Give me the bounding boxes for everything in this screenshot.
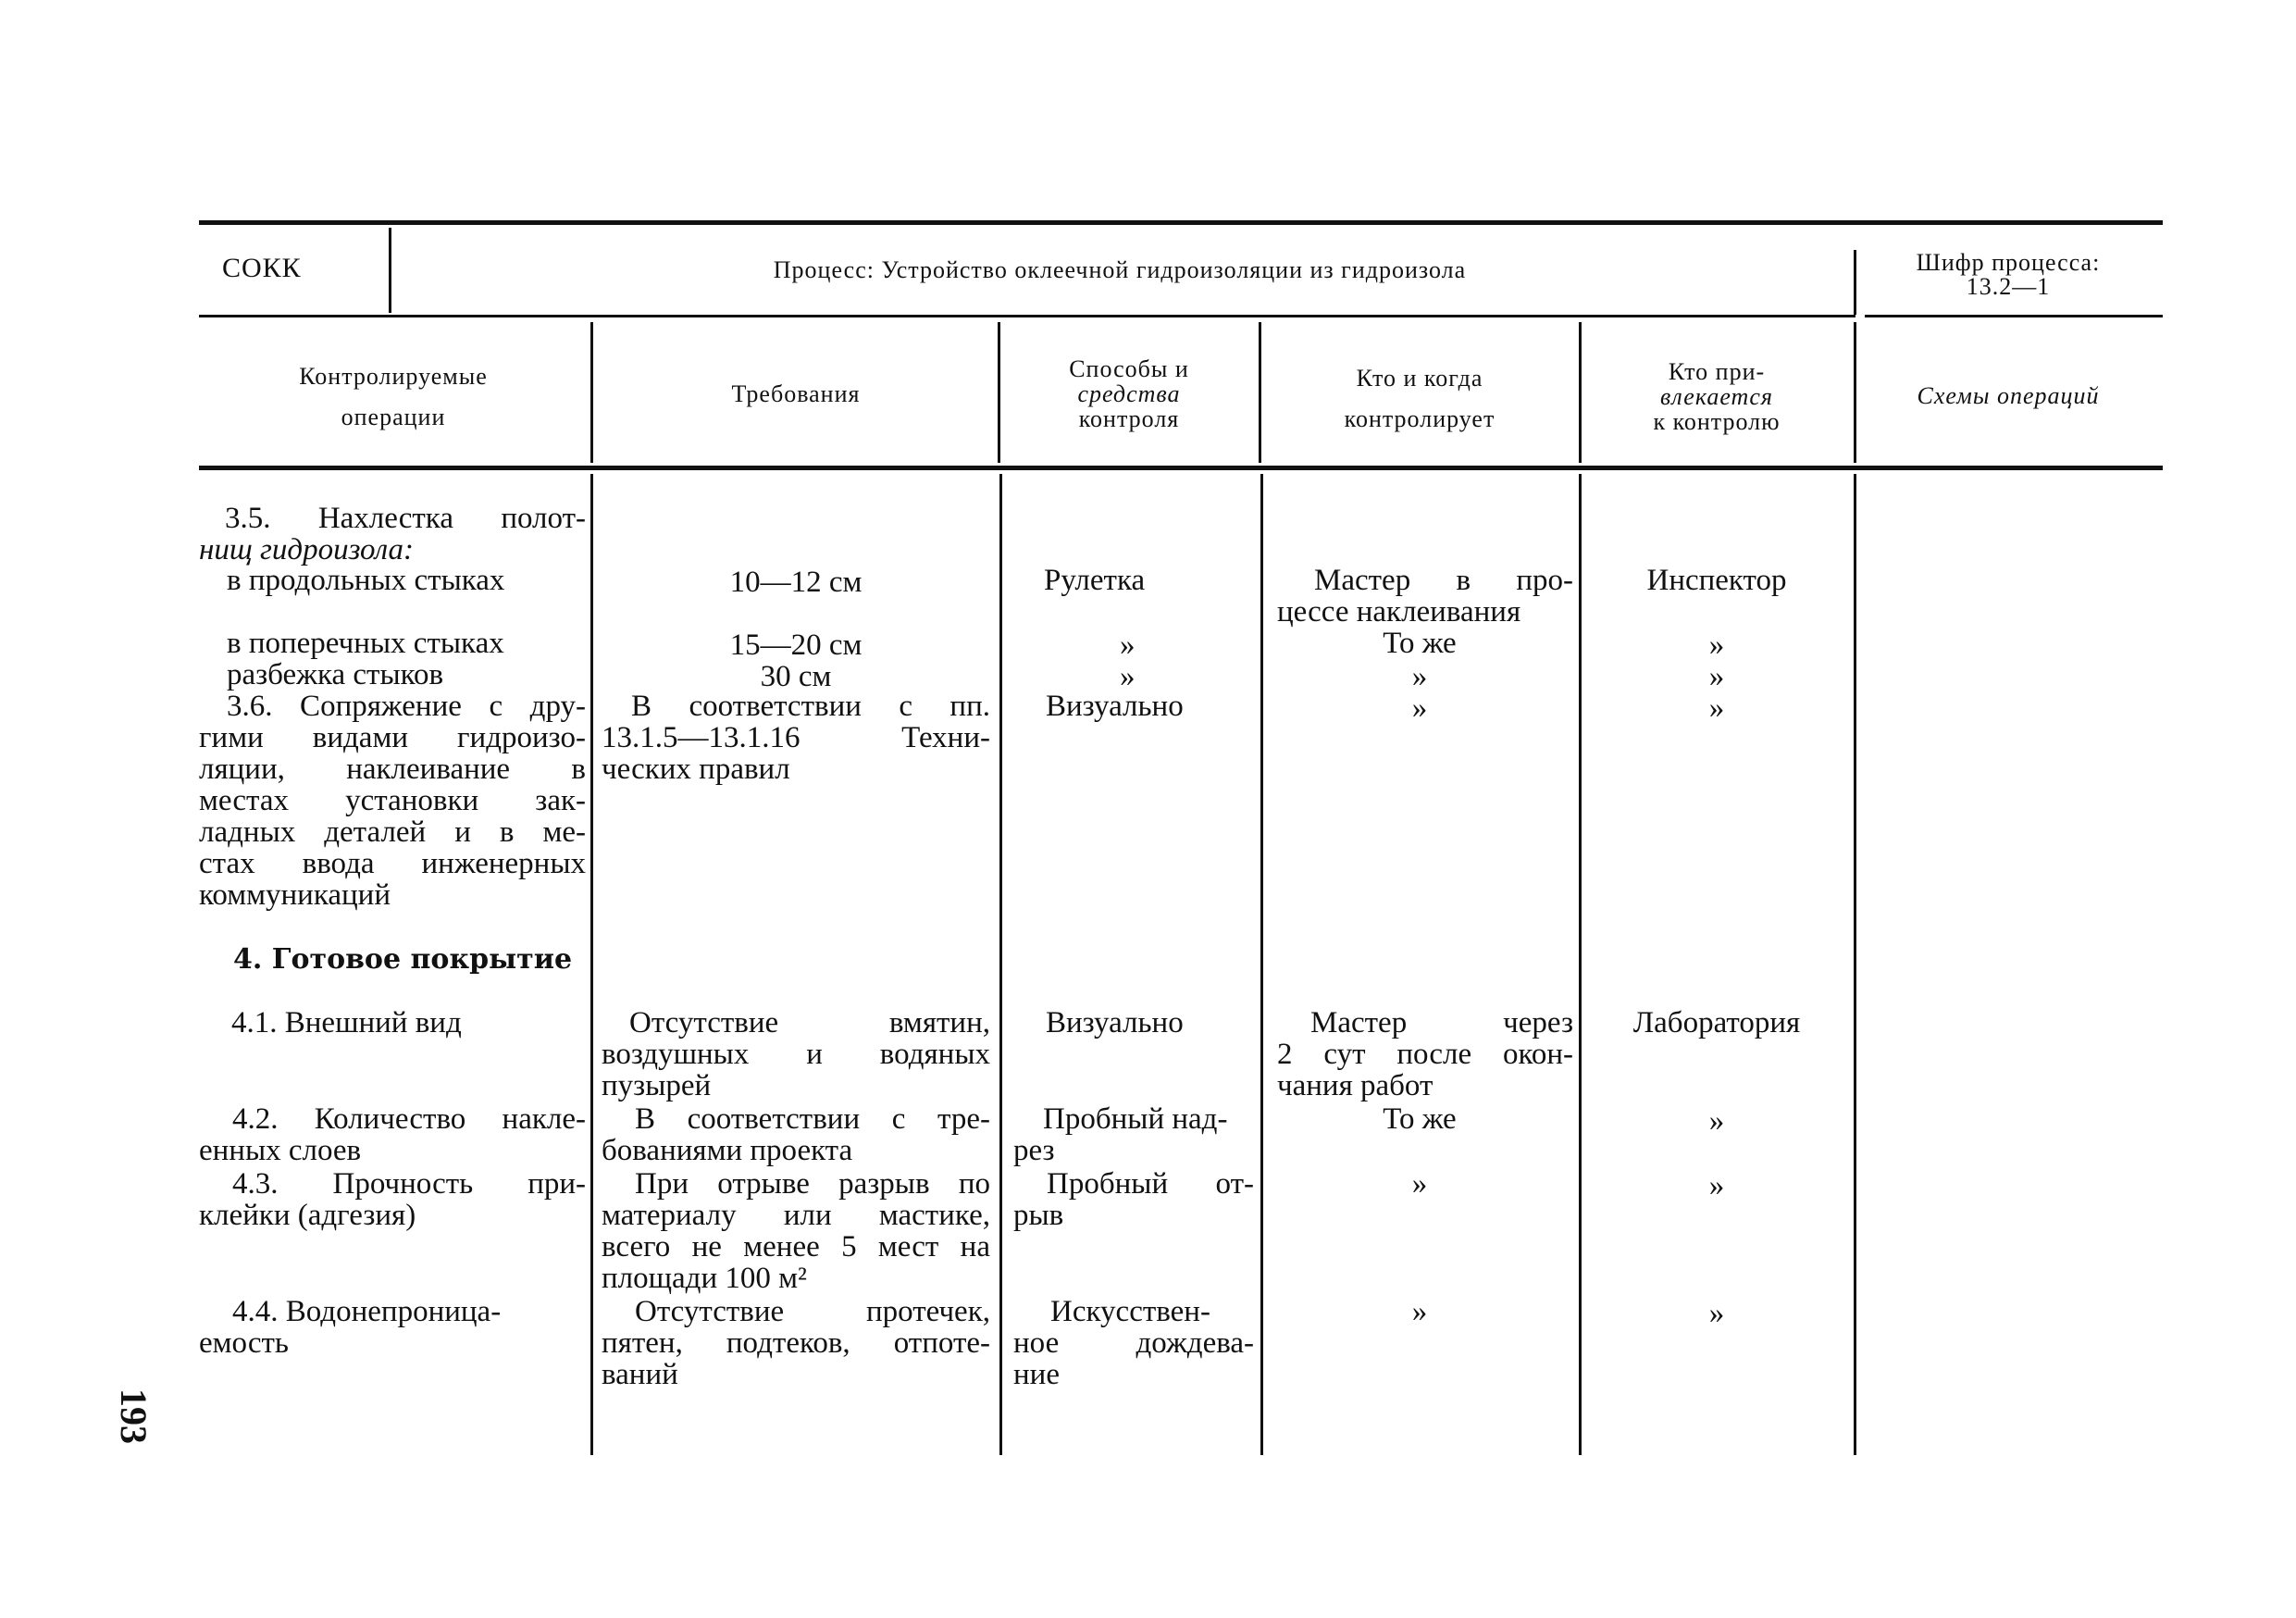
row-4-1-who: Мастер через 2 сут после окон- чания работ (1277, 1006, 1573, 1102)
cipher-value: 13.2—1 (1966, 273, 2051, 300)
process-title: Процесс: Устройство оклеечной гидроизоляции из гидроизола (773, 256, 1467, 283)
top-rule (199, 220, 2163, 225)
row-3-5b-method: » (1120, 629, 1136, 662)
col-header-requirements: Требования (731, 380, 861, 407)
body-divider-4 (1579, 474, 1582, 1455)
sokk-label: СОКК (222, 253, 302, 283)
row-3-5b-op: в поперечных стыках (227, 627, 504, 660)
row-4-4-req: Отсутствие протечек, пятен, подтеков, отпоте- ваний (602, 1295, 990, 1391)
row-3-6-req: В соответствии с пп. 13.1.5—13.1.16 Техни- ческих правил (602, 690, 990, 786)
row-4-1-involved: Лаборатория (1632, 1006, 1801, 1039)
body-divider-5 (1854, 474, 1856, 1455)
row-3-6-involved: » (1708, 691, 1725, 725)
row-3-6-op: 3.6. Сопряжение с дру- гими видами гидроизо- ляции, наклеивание в местах установки зак- ладных деталей и в ме- стах ввода инженерных коммуникаций (199, 690, 586, 912)
row-3-6-method: Визуально (1046, 690, 1184, 723)
cipher-divider (1854, 250, 1856, 315)
row-3-5a-who: Мастер в про- цессе наклеивания (1277, 564, 1573, 629)
header-rule-right (1865, 315, 2163, 317)
row-3-5-title: 3.5. Нахлестка полот- нищ гидроизола: (199, 502, 586, 566)
col-header-operations: Контролируемые операции (299, 363, 488, 430)
cipher-label: Шифр процесса: (1916, 249, 2101, 276)
row-4-4-who: » (1411, 1295, 1428, 1328)
row-4-3-method: Пробный от- рыв (1013, 1167, 1254, 1232)
col-header-methods: Способы и средства контроля (1069, 355, 1189, 432)
row-4-3-involved: » (1708, 1169, 1725, 1202)
col-divider-2 (998, 322, 1000, 463)
col-header-schemes: Схемы операций (1917, 382, 2100, 409)
section-4-title: 4. Готовое покрытие (233, 943, 573, 976)
sokk-divider (389, 228, 391, 313)
header-rule-left (199, 315, 1855, 317)
row-4-2-who: То же (1383, 1102, 1457, 1136)
row-3-5c-who: » (1411, 660, 1428, 693)
col-divider-4 (1579, 322, 1582, 463)
page-number: 193 (113, 1388, 155, 1444)
row-4-3-who: » (1411, 1167, 1428, 1201)
row-3-5a-method: Рулетка (1044, 564, 1146, 597)
col-header-who-when: Кто и когда контролирует (1344, 365, 1496, 432)
body-divider-2 (999, 474, 1002, 1455)
row-3-5c-op: разбежка стыков (227, 658, 444, 691)
row-3-5b-req: 15—20 см (729, 629, 863, 662)
columns-bottom-rule (199, 466, 2163, 470)
row-3-5b-involved: » (1708, 629, 1725, 662)
row-4-2-op: 4.2. Количество накле- енных слоев (199, 1102, 586, 1167)
row-4-2-method: Пробный над- рез (1013, 1102, 1228, 1167)
col-header-involved: Кто при- влекается к контролю (1653, 358, 1781, 435)
col-divider-5 (1854, 322, 1856, 463)
row-4-1-req: Отсутствие вмятин, воздушных и водяных пузырей (602, 1006, 990, 1102)
row-3-6-who: » (1411, 691, 1428, 725)
row-3-5a-req: 10—12 см (729, 566, 863, 599)
col-divider-3 (1259, 322, 1261, 463)
row-4-1-method: Визуально (1046, 1006, 1184, 1039)
row-4-1-op: 4.1. Внешний вид (231, 1006, 462, 1039)
row-3-5c-method: » (1120, 660, 1136, 693)
row-4-3-req: При отрыве разрыв по материалу или мастике, всего не менее 5 мест на площади 100 м² (602, 1167, 990, 1295)
row-3-5a-op: в продольных стыках (227, 564, 505, 597)
row-4-2-req: В соответствии с тре- бованиями проекта (602, 1102, 990, 1167)
row-3-5c-req: 30 см (760, 660, 832, 693)
row-4-4-involved: » (1708, 1297, 1725, 1330)
row-3-5c-involved: » (1708, 660, 1725, 693)
row-3-5b-who: То же (1383, 627, 1457, 660)
row-4-3-op: 4.3. Прочность при- клейки (адгезия) (199, 1167, 586, 1232)
row-3-5a-involved: Инспектор (1646, 564, 1787, 597)
col-divider-1 (590, 322, 593, 463)
row-4-2-involved: » (1708, 1104, 1725, 1138)
row-4-4-method: Искусствен- ное дождева- ние (1013, 1295, 1254, 1391)
row-4-4-op: 4.4. Водонепроница- емость (199, 1295, 502, 1360)
body-divider-1 (590, 474, 593, 1455)
